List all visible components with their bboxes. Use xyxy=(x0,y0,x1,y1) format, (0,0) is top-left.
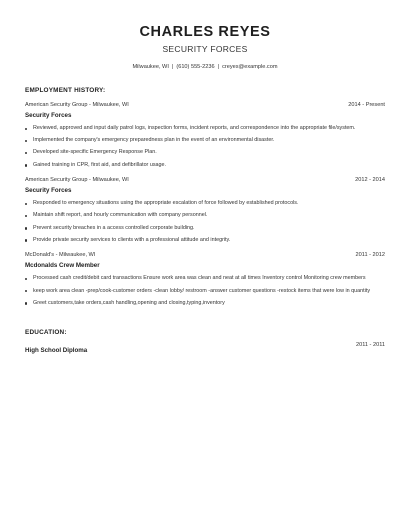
education-degree: High School Diploma xyxy=(25,347,88,355)
bullet-text: Developed site-specific Emergency Response Plan. xyxy=(33,149,157,156)
job-entry xyxy=(25,101,385,169)
job-bullets xyxy=(25,125,385,169)
contact-location: Milwaukee, WI xyxy=(132,64,169,70)
bullet-icon xyxy=(25,278,27,280)
bullet-icon xyxy=(25,203,27,205)
bullet-text: Responded to emergency situations using the appropriate escalation of force followed by established protocols. xyxy=(33,200,299,207)
education-dates: 2011 - 2011 xyxy=(355,342,385,349)
job-position: Security Forces xyxy=(25,187,72,195)
contact-email[interactable]: creyes@example.com xyxy=(222,64,278,70)
candidate-role: SECURITY FORCES xyxy=(162,44,248,54)
bullet-text: Gained training in CPR, first aid, and defibrillator usage. xyxy=(33,161,167,168)
list-item xyxy=(25,237,385,245)
job-position: Security Forces xyxy=(25,112,72,119)
bullet-text: Implemented the company's emergency preparedness plan in the event of an environmental disaster. xyxy=(33,137,275,144)
job-bullets xyxy=(25,200,385,244)
bullet-icon xyxy=(25,140,27,142)
list-item xyxy=(25,300,385,308)
job-header xyxy=(25,101,385,109)
list-item xyxy=(25,200,385,208)
education-heading: EDUCATION: xyxy=(25,329,67,337)
job-dates: 2014 - Present xyxy=(348,102,385,108)
list-item xyxy=(25,225,385,233)
bullet-icon xyxy=(25,302,27,304)
list-item xyxy=(25,137,385,145)
bullet-text: Prevent security breaches in a access controlled corporate building. xyxy=(33,224,195,231)
contact-separator: | xyxy=(171,64,174,70)
job-position: Mcdonalds Crew Member xyxy=(25,262,100,270)
bullet-icon xyxy=(25,227,27,229)
list-item xyxy=(25,162,385,170)
bullet-icon xyxy=(25,290,27,292)
bullet-icon xyxy=(25,152,27,154)
job-company: American Security Group - Milwaukee, WI xyxy=(25,177,129,184)
bullet-text: Provide private security services to clients with a professional attitude and integrity. xyxy=(33,236,231,243)
contact-phone: (610) 555-2236 xyxy=(176,64,215,70)
contact-separator: | xyxy=(217,64,220,70)
bullet-icon xyxy=(25,215,27,217)
job-header xyxy=(25,176,385,184)
bullet-text: Maintain shift report, and hourly communication with company personnel. xyxy=(33,212,208,219)
bullet-text: keep work area clean -prep/cook-customer orders -clean lobby/ restroom -answer customer questions -restock items that were low in quantity xyxy=(33,287,371,294)
list-item xyxy=(25,212,385,220)
candidate-name: CHARLES REYES xyxy=(139,24,271,40)
job-company: McDonald's - Milwaukee, WI xyxy=(25,252,96,259)
list-item xyxy=(25,125,385,133)
bullet-text: Greet customers,take orders,cash handling,opening and closing,typing,inventory xyxy=(33,299,225,306)
bullet-icon xyxy=(25,239,27,241)
job-dates: 2011 - 2012 xyxy=(355,252,385,259)
job-company: American Security Group - Milwaukee, WI xyxy=(25,102,129,108)
job-entry xyxy=(25,251,385,307)
bullet-text: Processed cash credit/debit card transactions Ensure work area was clean and neat at all times Inventory control Monitoring crew members xyxy=(33,275,366,282)
job-entry xyxy=(25,176,385,244)
bullet-text: Reviewed, approved and input daily patrol logs, inspection forms, incident reports, and correspondence into the appropriate file/system. xyxy=(33,125,356,131)
job-header xyxy=(25,251,385,259)
education-entry xyxy=(25,341,385,355)
contact-line xyxy=(25,63,385,71)
bullet-icon xyxy=(25,128,27,130)
job-bullets xyxy=(25,275,385,307)
list-item xyxy=(25,149,385,157)
list-item xyxy=(25,288,385,296)
bullet-icon xyxy=(25,164,27,166)
job-dates: 2012 - 2014 xyxy=(355,177,385,184)
employment-history-heading: EMPLOYMENT HISTORY: xyxy=(25,87,106,94)
list-item xyxy=(25,275,385,283)
